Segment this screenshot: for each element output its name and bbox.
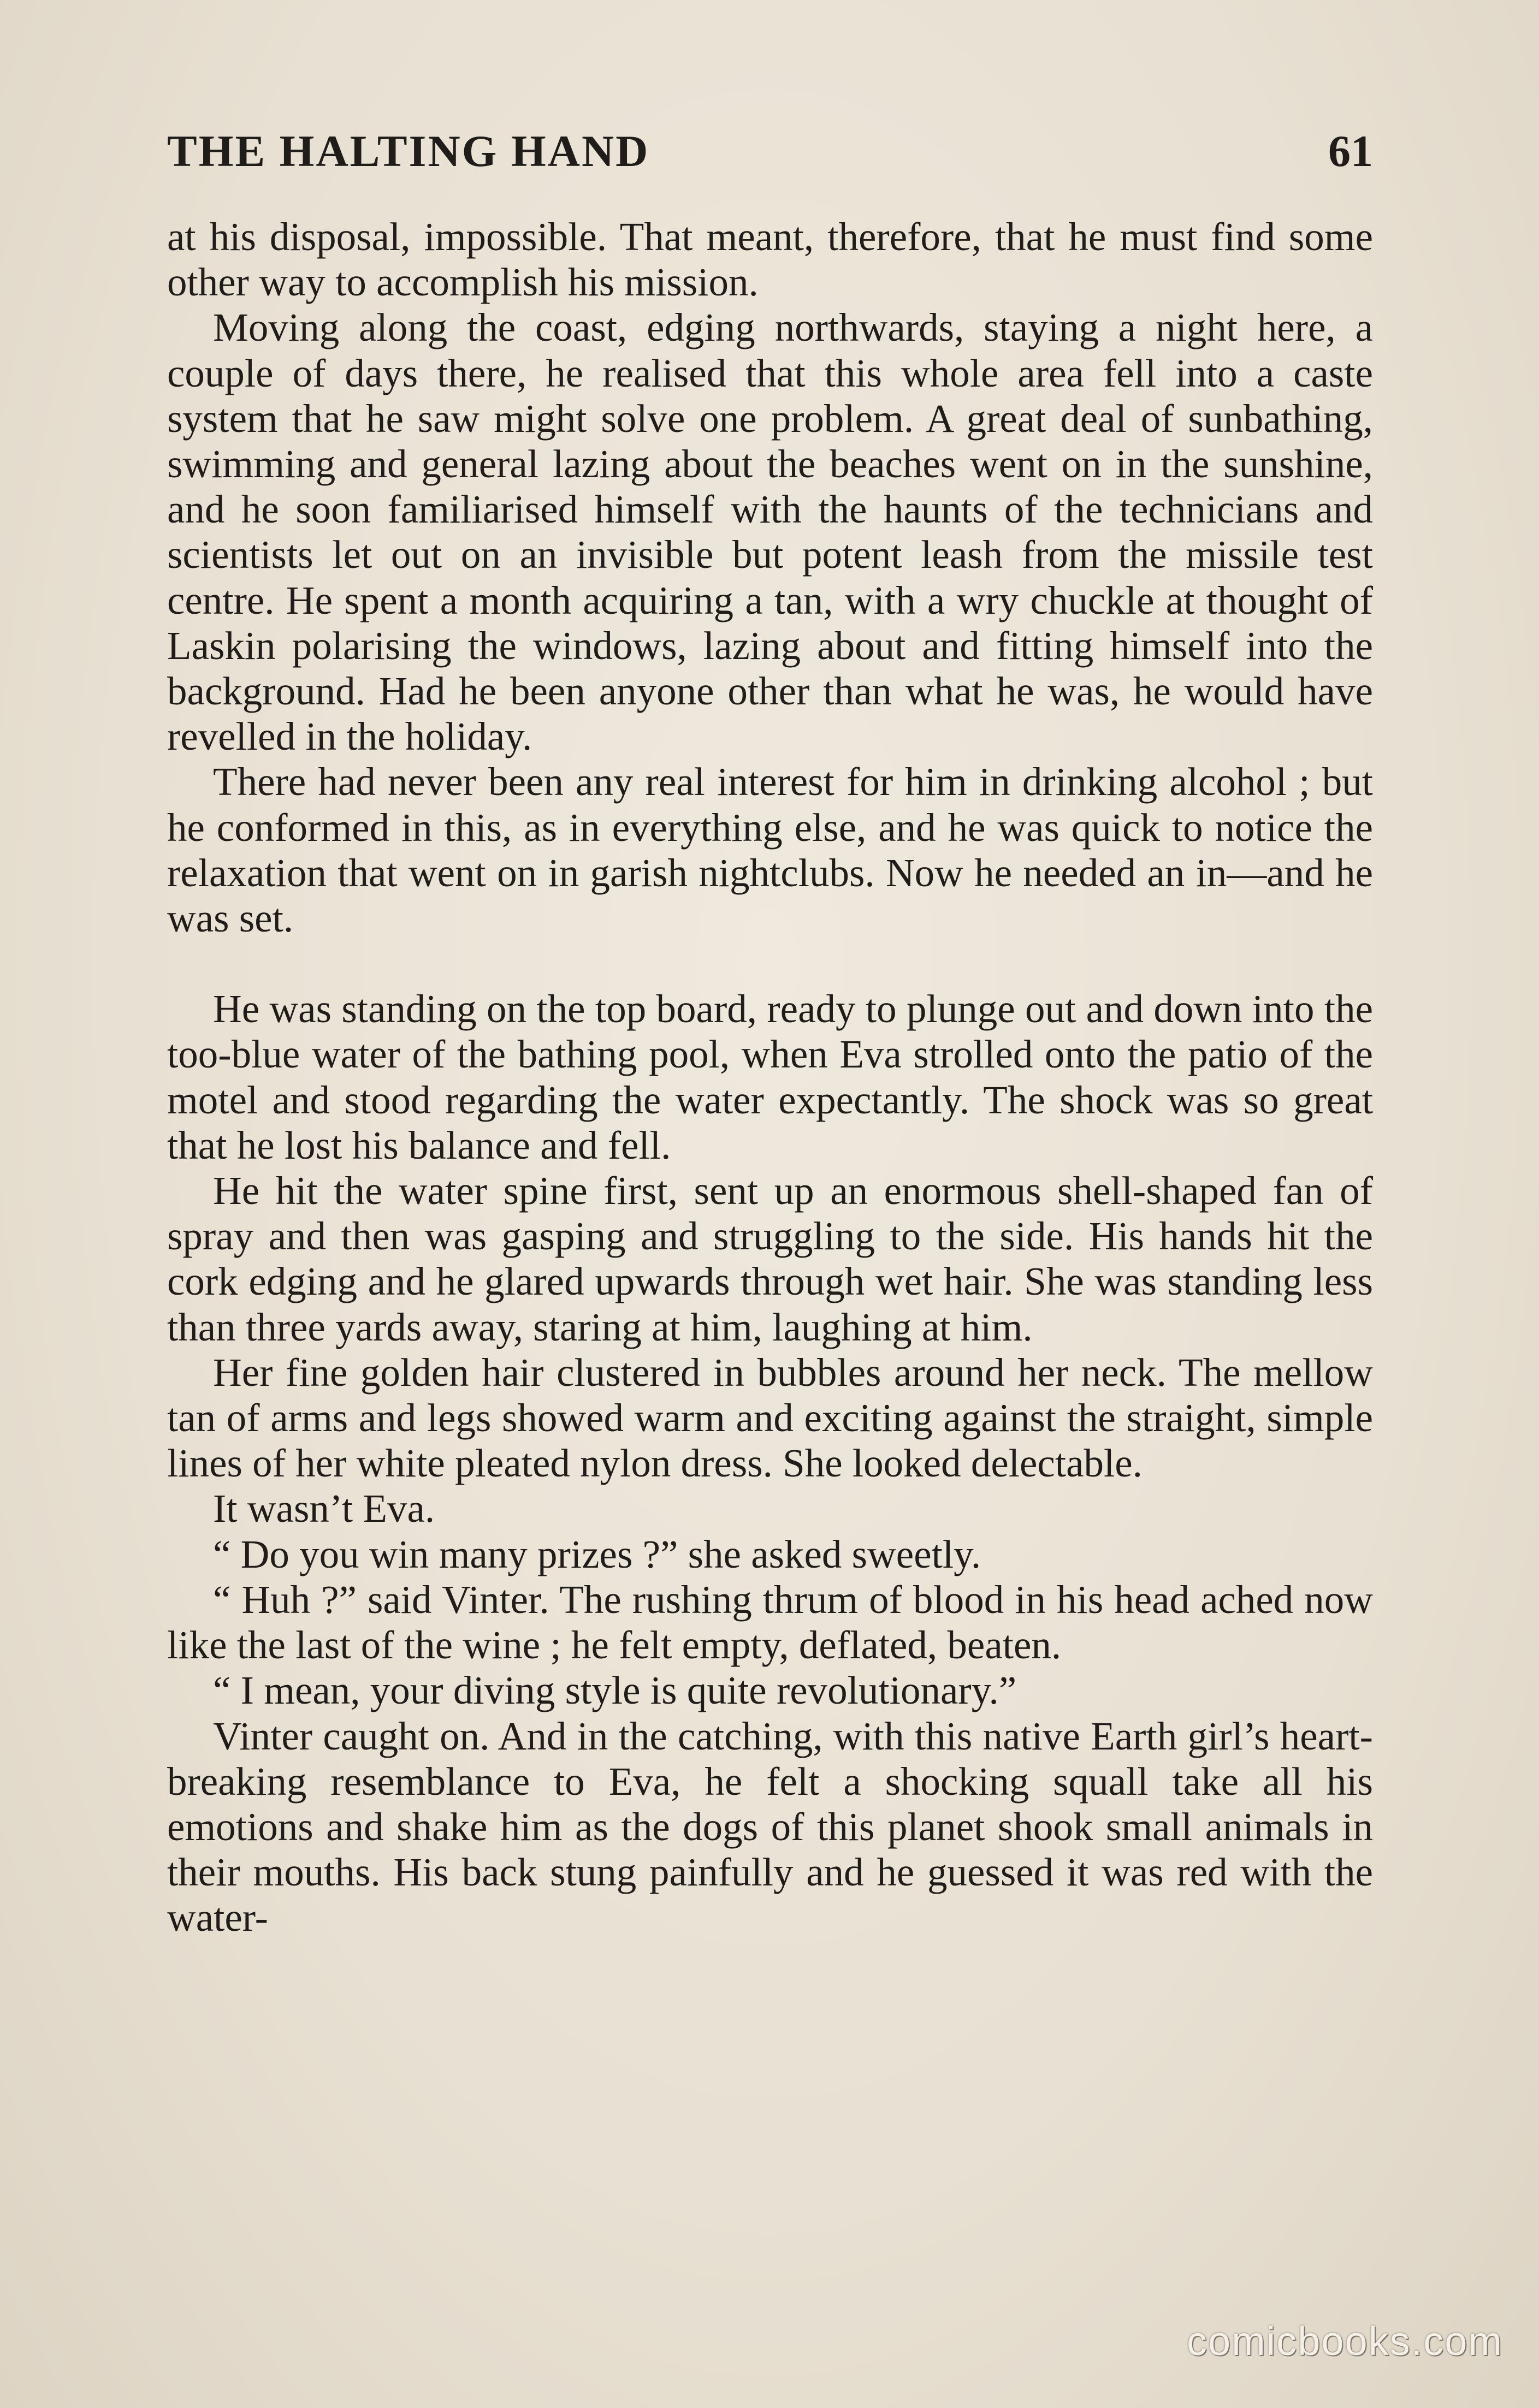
- paragraph: There had never been any real interest for him in drinking alcohol ; but he conformed in this, as in everything else, and he was quick to notice the relaxation that went on in garish nightclubs. Now he needed an in—and he was set.: [167, 760, 1373, 941]
- page-number: 61: [1328, 126, 1373, 176]
- section-break: [167, 941, 1373, 986]
- watermark-logo: comicbooks.com: [1186, 2318, 1503, 2364]
- paragraph: Vinter caught on. And in the catching, with this native Earth girl’s heart-breaking resemblance to Eva, he felt a shocking squall take all his emotions and shake him as the dogs of this planet shook small animals in their mouths. His back stung painfully and he guessed it was red with the water-: [167, 1713, 1373, 1940]
- paragraph: Her fine golden hair clustered in bubbles around her neck. The mellow tan of arms and legs showed warm and exciting against the straight, simple lines of her white pleated nylon dress. She looked delectable.: [167, 1350, 1373, 1486]
- paragraph: It wasn’t Eva.: [213, 1486, 435, 1531]
- paragraph: “ Do you win many prizes ?” she asked sweetly.: [213, 1532, 981, 1576]
- body-text: [167, 214, 1373, 1941]
- running-title: THE HALTING HAND: [167, 126, 650, 176]
- paragraph: Moving along the coast, edging northwards, staying a night here, a couple of days there, he realised that this whole area fell into a caste system that he saw might solve one problem. A great deal of sunbathing, swimming and general lazing about the beaches went on in the sunshine, and he soon familiarised himself with the haunts of the technicians and scientists let out on an invisible but potent leash from the missile test centre. He spent a month acquiring a tan, with a wry chuckle at thought of Laskin polarising the windows, lazing about and fitting himself into the background. Had he been anyone other than what he was, he would have revelled in the holiday.: [167, 305, 1373, 759]
- paragraph: He hit the water spine first, sent up an enormous shell-shaped fan of spray and then was gasping and struggling to the side. His hands hit the cork edging and he glared upwards through wet hair. She was standing less than three yards away, staring at him, laughing at him.: [167, 1169, 1373, 1349]
- paragraph: at his disposal, impossible. That meant, therefore, that he must find some other way to accomplish his mission.: [167, 215, 1373, 305]
- paragraph: “ Huh ?” said Vinter. The rushing thrum of blood in his head ached now like the last of the wine ; he felt empty, deflated, beaten.: [167, 1577, 1373, 1668]
- running-header: [167, 121, 1373, 181]
- paragraph: “ I mean, your diving style is quite revolutionary.”: [213, 1668, 1017, 1713]
- paragraph: He was standing on the top board, ready to plunge out and down into the too-blue water of the bathing pool, when Eva strolled onto the patio of the motel and stood regarding the water expectantly. The shock was so great that he lost his balance and fell.: [167, 987, 1373, 1167]
